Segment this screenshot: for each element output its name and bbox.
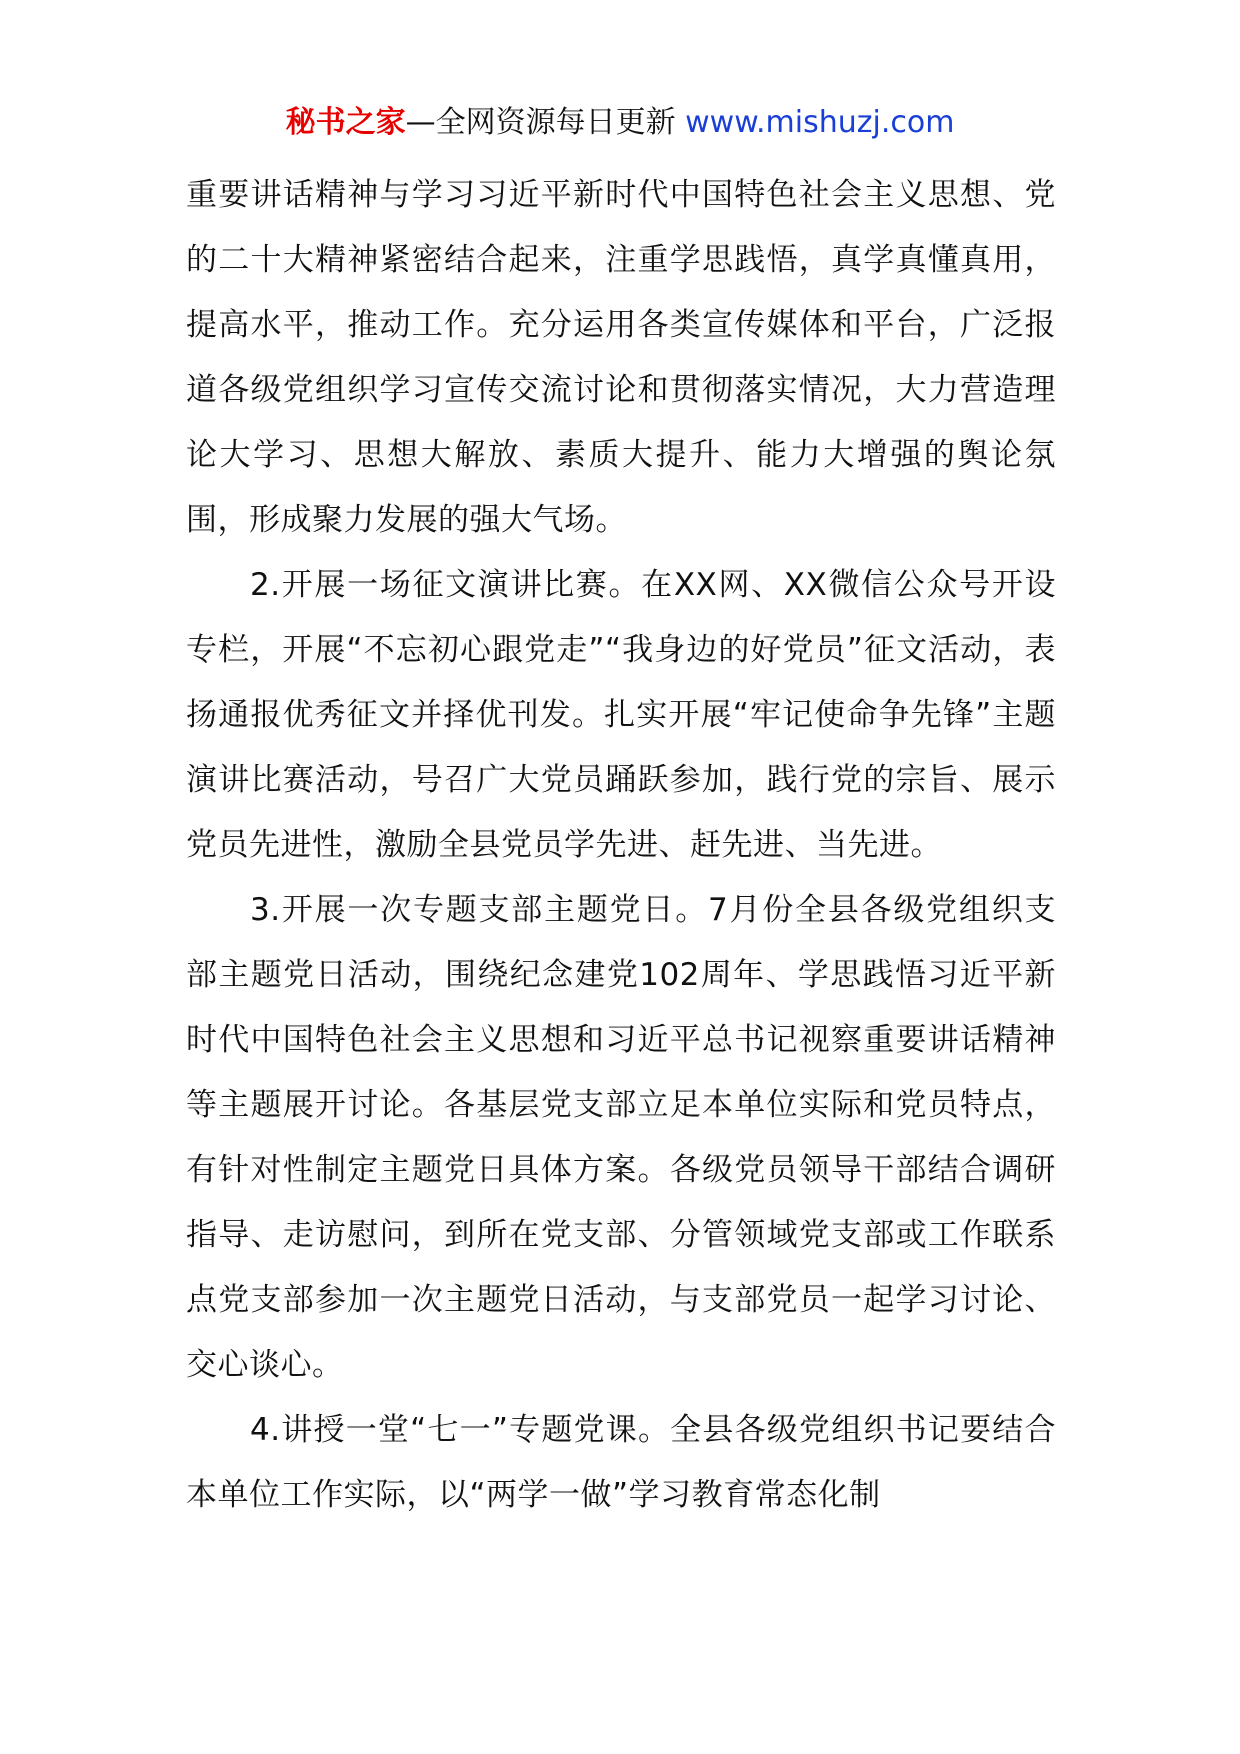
page-header	[0, 100, 1240, 146]
paragraph-item-4: 4.讲授一堂“七一”专题党课。全县各级党组织书记要结合本单位工作实际，以“两学一做”学习教育常态化制	[186, 1412, 1056, 1513]
header-tagline: —全网资源每日更新	[405, 105, 686, 140]
document-body	[186, 163, 1056, 1528]
paragraph-item-3: 3.开展一次专题支部主题党日。7月份全县各级党组织支部主题党日活动，围绕纪念建党102周年、学思践悟习近平新时代中国特色社会主义思想和习近平总书记视察重要讲话精神等主题展开讨论。各基层党支部立足本单位实际和党员特点，有针对性制定主题党日具体方案。各级党员领导干部结合调研指导、走访慰问，到所在党支部、分管领域党支部或工作联系点党支部参加一次主题党日活动，与支部党员一起学习讨论、交心谈心。	[186, 892, 1056, 1383]
site-url-link[interactable]: www.mishuzj.com	[685, 105, 955, 140]
brand-name: 秘书之家	[285, 105, 406, 140]
paragraph-continued: 重要讲话精神与学习习近平新时代中国特色社会主义思想、党的二十大精神紧密结合起来，注重学思践悟，真学真懂真用，提高水平，推动工作。充分运用各类宣传媒体和平台，广泛报道各级党组织学习宣传交流讨论和贯彻落实情况，大力营造理论大学习、思想大解放、素质大提升、能力大增强的舆论氛围，形成聚力发展的强大气场。	[186, 177, 1056, 538]
paragraph-item-2: 2.开展一场征文演讲比赛。在XX网、XX微信公众号开设专栏，开展“不忘初心跟党走”“我身边的好党员”征文活动，表扬通报优秀征文并择优刊发。扎实开展“牢记使命争先锋”主题演讲比赛活动，号召广大党员踊跃参加，践行党的宗旨、展示党员先进性，激励全县党员学先进、赶先进、当先进。	[186, 567, 1056, 863]
